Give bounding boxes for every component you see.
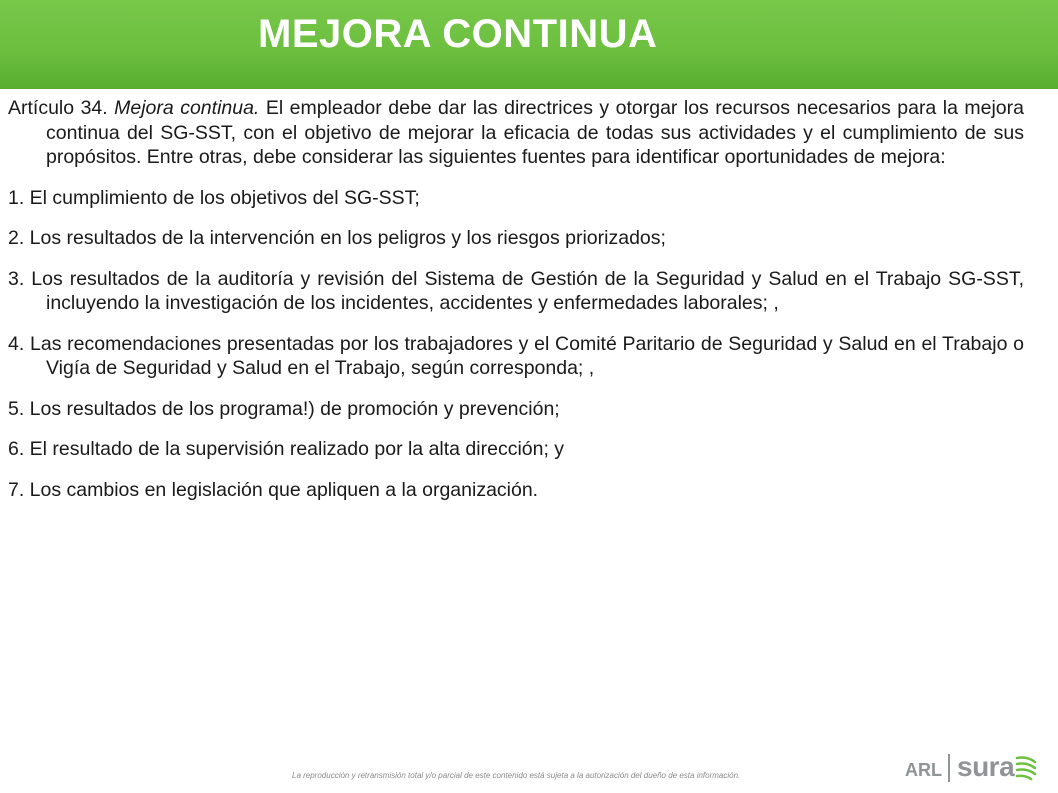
list-item: 1. El cumplimiento de los objetivos del SG-SST;: [8, 186, 420, 209]
article-body: [8, 96, 1024, 518]
logo-arl-text: ARL: [905, 760, 942, 780]
copyright-note: La reproducción y retransmisión total y/o parcial de este contenido está sujeta a la autorización del dueño de esta información.: [292, 771, 741, 780]
page-title: MEJORA CONTINUA: [258, 12, 658, 56]
article-heading: Mejora continua.: [114, 97, 260, 119]
logo-divider: [948, 754, 950, 782]
sura-leaf-icon: [1015, 754, 1037, 782]
title-banner: [0, 0, 1058, 89]
article-intro-text: El empleador debe dar las directrices y otorgar los recursos necesarios para la mejora continua del SG-SST, con el objetivo de mejorar la eficacia de todas sus actividades y el cumplimiento de sus propósitos. Entre otras, debe considerar las siguientes fuentes para identificar oportunidades de mejora:: [46, 97, 1024, 168]
logo-sura-text: sura: [957, 751, 1015, 782]
list-item: 5. Los resultados de los programa!) de promoción y prevención;: [8, 397, 560, 420]
list-item: 4. Las recomendaciones presentadas por los trabajadores y el Comité Paritario de Seguridad y Salud en el Trabajo o Vigía de Seguridad y Salud en el Trabajo, según corresponda; ,: [8, 332, 1024, 379]
article-intro: [8, 96, 1024, 170]
list-item: 2. Los resultados de la intervención en los peligros y los riesgos priorizados;: [8, 227, 666, 249]
list-item: 3. Los resultados de la auditoría y revisión del Sistema de Gestión de la Seguridad y Salud en el Trabajo SG-SST, incluyendo la investigación de los incidentes, accidentes y enfermedades laborales; ,: [8, 267, 1024, 314]
article-prefix: Artículo 34.: [8, 97, 115, 119]
list-item: 6. El resultado de la supervisión realizado por la alta dirección; y: [8, 438, 565, 460]
arl-sura-logo: [905, 750, 1035, 786]
list-item: 7. Los cambios en legislación que apliquen a la organización.: [8, 478, 539, 501]
